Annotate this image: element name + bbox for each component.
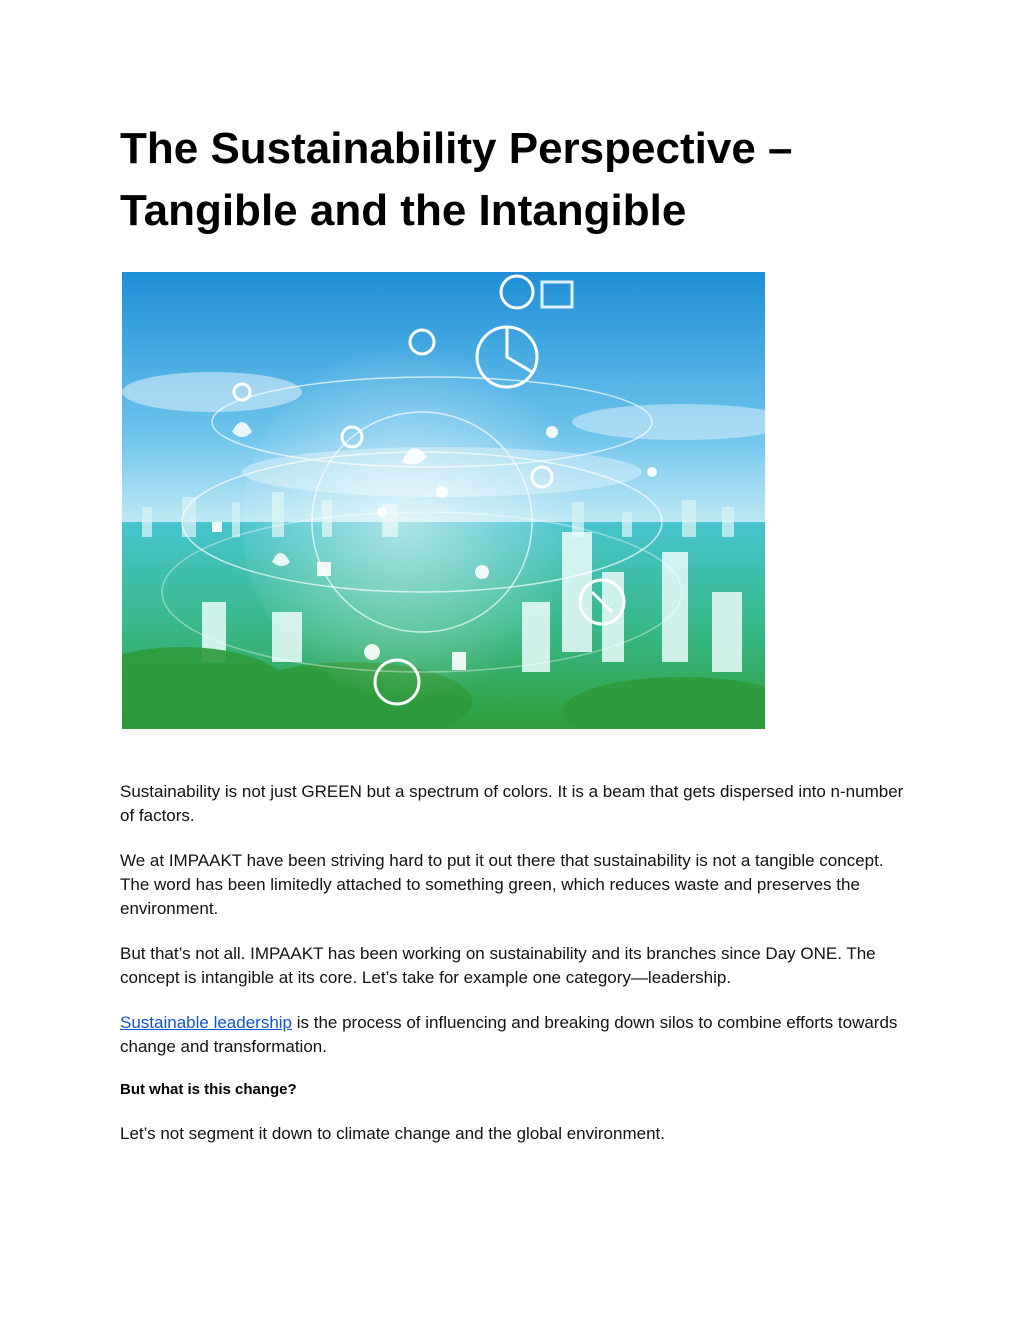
- hero-image: [122, 272, 765, 729]
- paragraph-impaakt: We at IMPAAKT have been striving hard to put it out there that sustainability is not a tangible concept. The word has been limitedly attached to something green, which reduces waste and preserves the environment.: [120, 851, 884, 918]
- smart-city-sustainability-illustration: [122, 272, 765, 729]
- paragraph-leadership-rest: is the process of influencing and breaking down silos to combine efforts towards change and transformation.: [120, 1013, 898, 1056]
- page-title: [120, 118, 920, 242]
- paragraph-segment: Let’s not segment it down to climate change and the global environment.: [120, 1124, 665, 1143]
- title-line-1: The Sustainability Perspective –: [120, 124, 793, 173]
- paragraph-leadership: [120, 1011, 910, 1059]
- sustainable-leadership-link[interactable]: Sustainable leadership: [120, 1013, 293, 1032]
- title-line-2: Tangible and the Intangible: [120, 186, 687, 235]
- subheading-change: But what is this change?: [120, 1081, 297, 1098]
- paragraph-not-all: But that’s not all. IMPAAKT has been working on sustainability and its branches since Day ONE. The concept is intangible at its core. Let’s take for example one category—leadership.: [120, 944, 876, 987]
- paragraph-intro: Sustainability is not just GREEN but a spectrum of colors. It is a beam that gets dispersed into n-number of factors.: [120, 782, 904, 825]
